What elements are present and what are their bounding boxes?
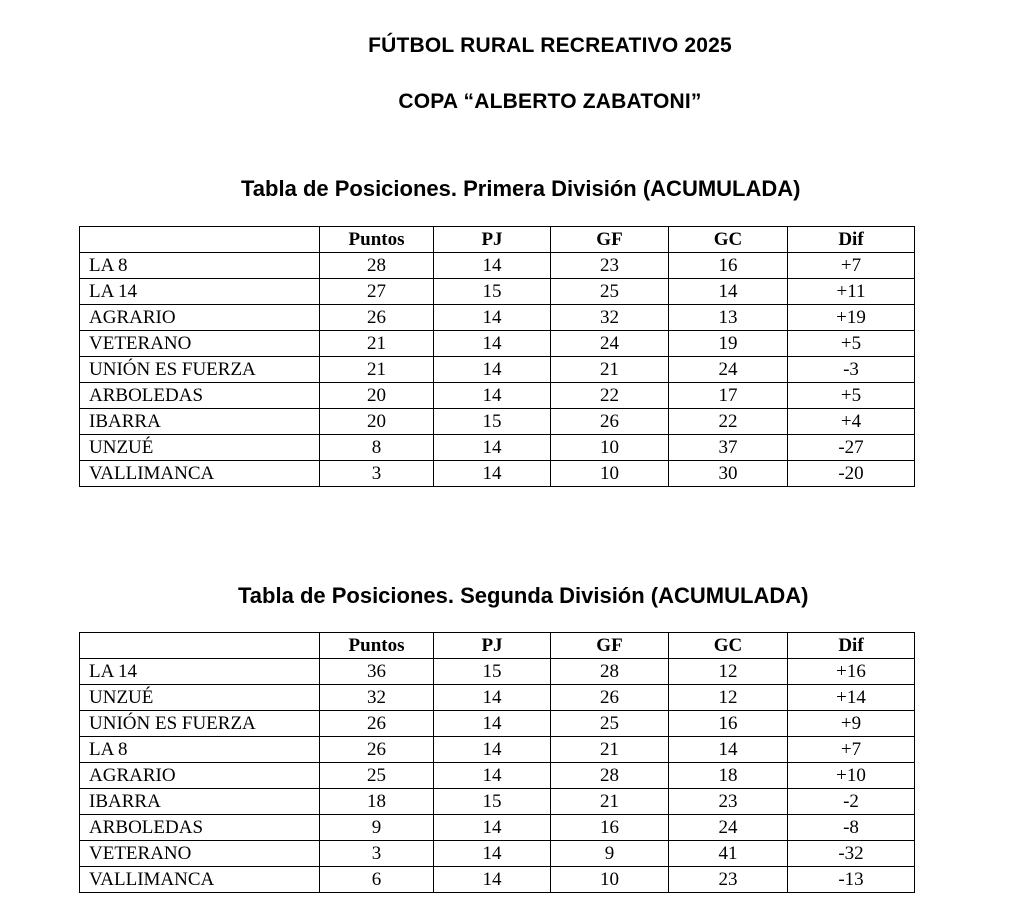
played-cell: 14 xyxy=(434,383,551,409)
played-cell: 15 xyxy=(434,279,551,305)
table-row xyxy=(80,383,915,409)
table-row xyxy=(80,435,915,461)
primera-table-title: Tabla de Posiciones. Primera División (ACUMULADA) xyxy=(241,176,801,201)
col-header-team xyxy=(80,633,320,659)
played-cell: 15 xyxy=(434,409,551,435)
played-cell: 15 xyxy=(434,789,551,815)
goals-for-cell: 28 xyxy=(551,659,669,685)
col-header-diff: Dif xyxy=(788,227,915,253)
table-row xyxy=(80,357,915,383)
col-header-goals-for: GF xyxy=(551,227,669,253)
table-row xyxy=(80,815,915,841)
segunda-table-body xyxy=(80,659,915,893)
team-cell: ARBOLEDAS xyxy=(80,383,320,409)
goals-against-cell: 22 xyxy=(669,409,788,435)
diff-cell: -13 xyxy=(788,867,915,893)
points-cell: 25 xyxy=(320,763,434,789)
table-row xyxy=(80,711,915,737)
played-cell: 15 xyxy=(434,659,551,685)
goals-against-cell: 37 xyxy=(669,435,788,461)
segunda-standings-table xyxy=(79,632,915,893)
points-cell: 32 xyxy=(320,685,434,711)
points-cell: 21 xyxy=(320,331,434,357)
team-cell: LA 14 xyxy=(80,659,320,685)
goals-against-cell: 24 xyxy=(669,815,788,841)
col-header-diff: Dif xyxy=(788,633,915,659)
col-header-goals-against: GC xyxy=(669,227,788,253)
team-cell: IBARRA xyxy=(80,789,320,815)
points-cell: 21 xyxy=(320,357,434,383)
col-header-team xyxy=(80,227,320,253)
points-cell: 26 xyxy=(320,711,434,737)
table-header-row xyxy=(80,633,915,659)
played-cell: 14 xyxy=(434,815,551,841)
goals-against-cell: 18 xyxy=(669,763,788,789)
points-cell: 26 xyxy=(320,737,434,763)
team-cell: IBARRA xyxy=(80,409,320,435)
diff-cell: +10 xyxy=(788,763,915,789)
diff-cell: +5 xyxy=(788,331,915,357)
col-header-goals-against: GC xyxy=(669,633,788,659)
diff-cell: -2 xyxy=(788,789,915,815)
goals-for-cell: 10 xyxy=(551,435,669,461)
goals-against-cell: 12 xyxy=(669,659,788,685)
col-header-played: PJ xyxy=(434,227,551,253)
table-row xyxy=(80,841,915,867)
team-cell: VETERANO xyxy=(80,841,320,867)
team-cell: LA 8 xyxy=(80,253,320,279)
table-row xyxy=(80,763,915,789)
team-cell: UNIÓN ES FUERZA xyxy=(80,711,320,737)
table-row xyxy=(80,279,915,305)
played-cell: 14 xyxy=(434,841,551,867)
points-cell: 3 xyxy=(320,841,434,867)
goals-for-cell: 32 xyxy=(551,305,669,331)
table-row xyxy=(80,409,915,435)
cup-subtitle: COPA “ALBERTO ZABATONI” xyxy=(398,90,702,113)
points-cell: 8 xyxy=(320,435,434,461)
diff-cell: +4 xyxy=(788,409,915,435)
goals-for-cell: 28 xyxy=(551,763,669,789)
goals-for-cell: 9 xyxy=(551,841,669,867)
points-cell: 9 xyxy=(320,815,434,841)
diff-cell: +9 xyxy=(788,711,915,737)
goals-against-cell: 30 xyxy=(669,461,788,487)
diff-cell: +16 xyxy=(788,659,915,685)
table-row xyxy=(80,305,915,331)
team-cell: UNZUÉ xyxy=(80,435,320,461)
team-cell: VALLIMANCA xyxy=(80,461,320,487)
points-cell: 36 xyxy=(320,659,434,685)
diff-cell: -3 xyxy=(788,357,915,383)
team-cell: LA 8 xyxy=(80,737,320,763)
goals-against-cell: 14 xyxy=(669,279,788,305)
primera-table-body xyxy=(80,253,915,487)
goals-for-cell: 26 xyxy=(551,409,669,435)
points-cell: 18 xyxy=(320,789,434,815)
diff-cell: +14 xyxy=(788,685,915,711)
diff-cell: +7 xyxy=(788,253,915,279)
points-cell: 20 xyxy=(320,409,434,435)
goals-against-cell: 17 xyxy=(669,383,788,409)
played-cell: 14 xyxy=(434,357,551,383)
goals-against-cell: 23 xyxy=(669,867,788,893)
played-cell: 14 xyxy=(434,711,551,737)
goals-for-cell: 26 xyxy=(551,685,669,711)
team-cell: UNZUÉ xyxy=(80,685,320,711)
goals-against-cell: 23 xyxy=(669,789,788,815)
points-cell: 3 xyxy=(320,461,434,487)
played-cell: 14 xyxy=(434,305,551,331)
goals-for-cell: 21 xyxy=(551,789,669,815)
goals-against-cell: 16 xyxy=(669,711,788,737)
points-cell: 6 xyxy=(320,867,434,893)
played-cell: 14 xyxy=(434,685,551,711)
col-header-points: Puntos xyxy=(320,227,434,253)
goals-against-cell: 12 xyxy=(669,685,788,711)
table-header-row xyxy=(80,227,915,253)
diff-cell: -27 xyxy=(788,435,915,461)
col-header-played: PJ xyxy=(434,633,551,659)
col-header-points: Puntos xyxy=(320,633,434,659)
goals-for-cell: 24 xyxy=(551,331,669,357)
diff-cell: +11 xyxy=(788,279,915,305)
table-row xyxy=(80,659,915,685)
goals-against-cell: 16 xyxy=(669,253,788,279)
goals-for-cell: 25 xyxy=(551,279,669,305)
table-row xyxy=(80,867,915,893)
goals-against-cell: 24 xyxy=(669,357,788,383)
table-row xyxy=(80,685,915,711)
played-cell: 14 xyxy=(434,435,551,461)
diff-cell: -8 xyxy=(788,815,915,841)
diff-cell: +5 xyxy=(788,383,915,409)
team-cell: UNIÓN ES FUERZA xyxy=(80,357,320,383)
points-cell: 28 xyxy=(320,253,434,279)
document-title: FÚTBOL RURAL RECREATIVO 2025 xyxy=(368,34,732,57)
goals-against-cell: 14 xyxy=(669,737,788,763)
team-cell: ARBOLEDAS xyxy=(80,815,320,841)
table-row xyxy=(80,737,915,763)
table-row xyxy=(80,789,915,815)
goals-for-cell: 10 xyxy=(551,867,669,893)
table-row xyxy=(80,253,915,279)
goals-for-cell: 22 xyxy=(551,383,669,409)
points-cell: 27 xyxy=(320,279,434,305)
diff-cell: -20 xyxy=(788,461,915,487)
played-cell: 14 xyxy=(434,737,551,763)
goals-for-cell: 21 xyxy=(551,357,669,383)
goals-against-cell: 19 xyxy=(669,331,788,357)
played-cell: 14 xyxy=(434,867,551,893)
goals-for-cell: 10 xyxy=(551,461,669,487)
col-header-goals-for: GF xyxy=(551,633,669,659)
played-cell: 14 xyxy=(434,253,551,279)
goals-against-cell: 41 xyxy=(669,841,788,867)
team-cell: AGRARIO xyxy=(80,305,320,331)
played-cell: 14 xyxy=(434,461,551,487)
segunda-table-title: Tabla de Posiciones. Segunda División (ACUMULADA) xyxy=(238,583,809,608)
goals-against-cell: 13 xyxy=(669,305,788,331)
table-row xyxy=(80,461,915,487)
played-cell: 14 xyxy=(434,763,551,789)
team-cell: VETERANO xyxy=(80,331,320,357)
points-cell: 26 xyxy=(320,305,434,331)
goals-for-cell: 23 xyxy=(551,253,669,279)
goals-for-cell: 16 xyxy=(551,815,669,841)
goals-for-cell: 21 xyxy=(551,737,669,763)
primera-standings-table xyxy=(79,226,915,487)
diff-cell: +7 xyxy=(788,737,915,763)
team-cell: LA 14 xyxy=(80,279,320,305)
points-cell: 20 xyxy=(320,383,434,409)
played-cell: 14 xyxy=(434,331,551,357)
diff-cell: +19 xyxy=(788,305,915,331)
team-cell: VALLIMANCA xyxy=(80,867,320,893)
team-cell: AGRARIO xyxy=(80,763,320,789)
diff-cell: -32 xyxy=(788,841,915,867)
goals-for-cell: 25 xyxy=(551,711,669,737)
table-row xyxy=(80,331,915,357)
